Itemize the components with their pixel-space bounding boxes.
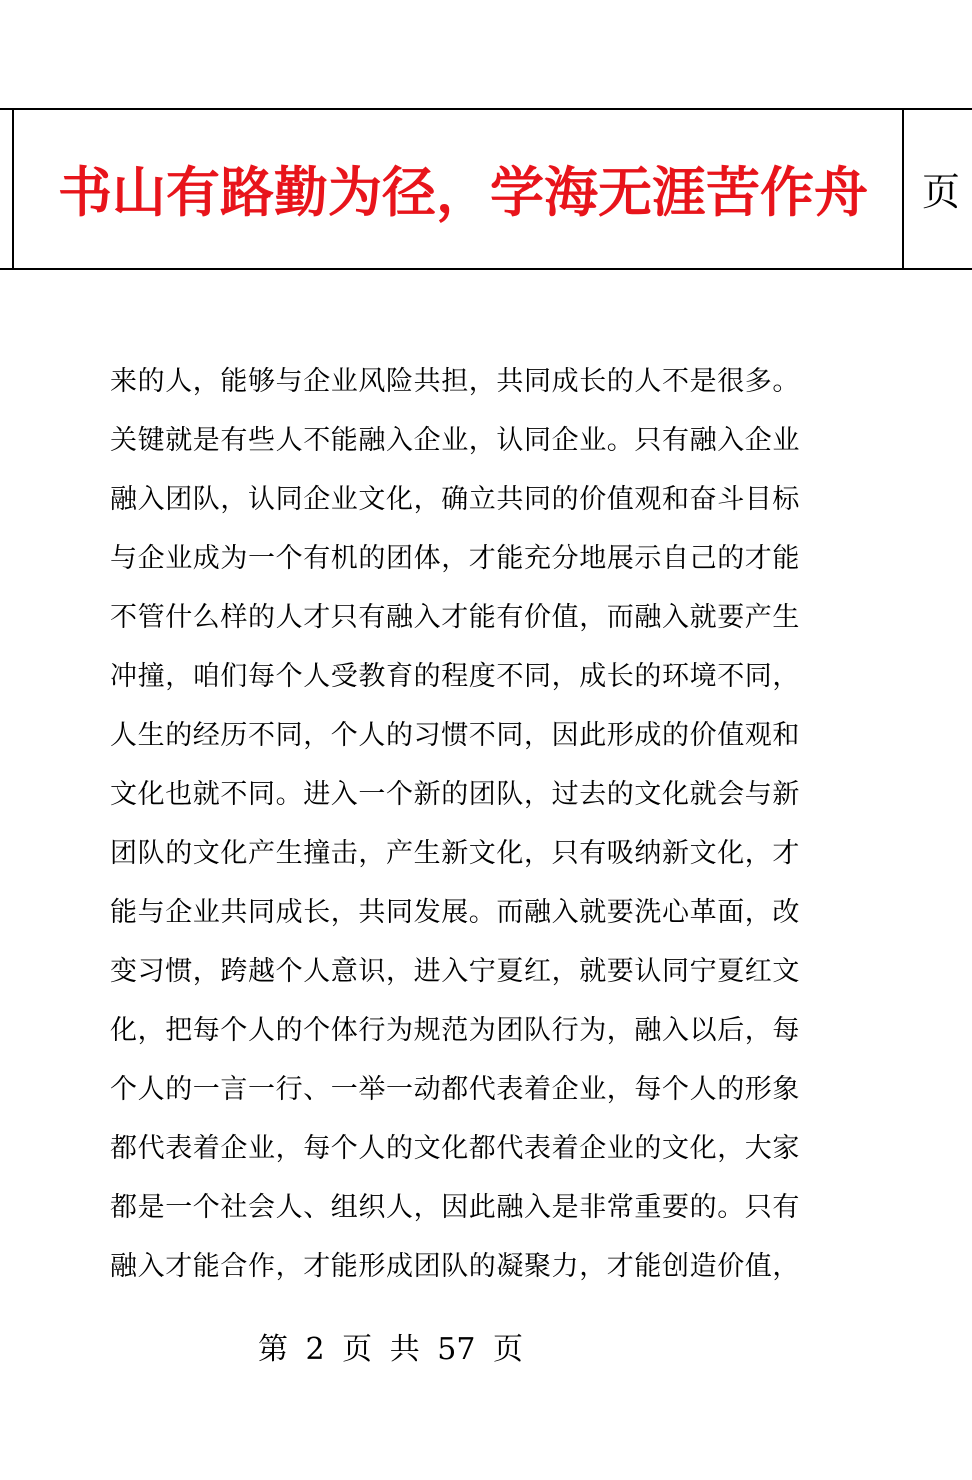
header-right-cell: 页 [922, 170, 961, 214]
header-left-edge [0, 108, 12, 270]
text-line: 融入团队，认同企业文化，确立共同的价值观和奋斗目标 [110, 484, 800, 515]
text-line: 能与企业共同成长，共同发展。而融入就要洗心革面，改 [110, 897, 800, 928]
text-line: 融入才能合作，才能形成团队的凝聚力，才能创造价值， [110, 1251, 800, 1282]
text-line: 变习惯，跨越个人意识，进入宁夏红，就要认同宁夏红文 [110, 956, 800, 987]
body-text [110, 352, 845, 1296]
text-line: 文化也就不同。进入一个新的团队，过去的文化就会与新 [110, 779, 800, 810]
text-line: 人生的经历不同，个人的习惯不同，因此形成的价值观和 [110, 720, 800, 751]
text-line: 冲撞，咱们每个人受教育的程度不同，成长的环境不同， [110, 661, 800, 692]
text-line: 不管什么样的人才只有融入才能有价值，而融入就要产生 [110, 602, 800, 633]
text-line: 关键就是有些人不能融入企业，认同企业。只有融入企业 [110, 425, 800, 456]
text-line: 都代表着企业，每个人的文化都代表着企业的文化，大家 [110, 1133, 800, 1164]
text-line: 来的人，能够与企业风险共担，共同成长的人不是很多。 [110, 366, 800, 397]
text-line: 个人的一言一行、一举一动都代表着企业，每个人的形象 [110, 1074, 800, 1105]
page-number-footer: 第 2 页 共 57 页 [258, 1332, 523, 1367]
text-line: 都是一个社会人、组织人，因此融入是非常重要的。只有 [110, 1192, 800, 1223]
text-line: 团队的文化产生撞击，产生新文化，只有吸纳新文化，才 [110, 838, 800, 869]
text-line: 与企业成为一个有机的团体，才能充分地展示自己的才能 [110, 543, 800, 574]
text-line: 化，把每个人的个体行为规范为团队行为，融入以后，每 [110, 1015, 800, 1046]
header-divider [902, 108, 904, 270]
header-title: 书山有路勤为径，学海无涯苦作舟 [58, 160, 868, 224]
